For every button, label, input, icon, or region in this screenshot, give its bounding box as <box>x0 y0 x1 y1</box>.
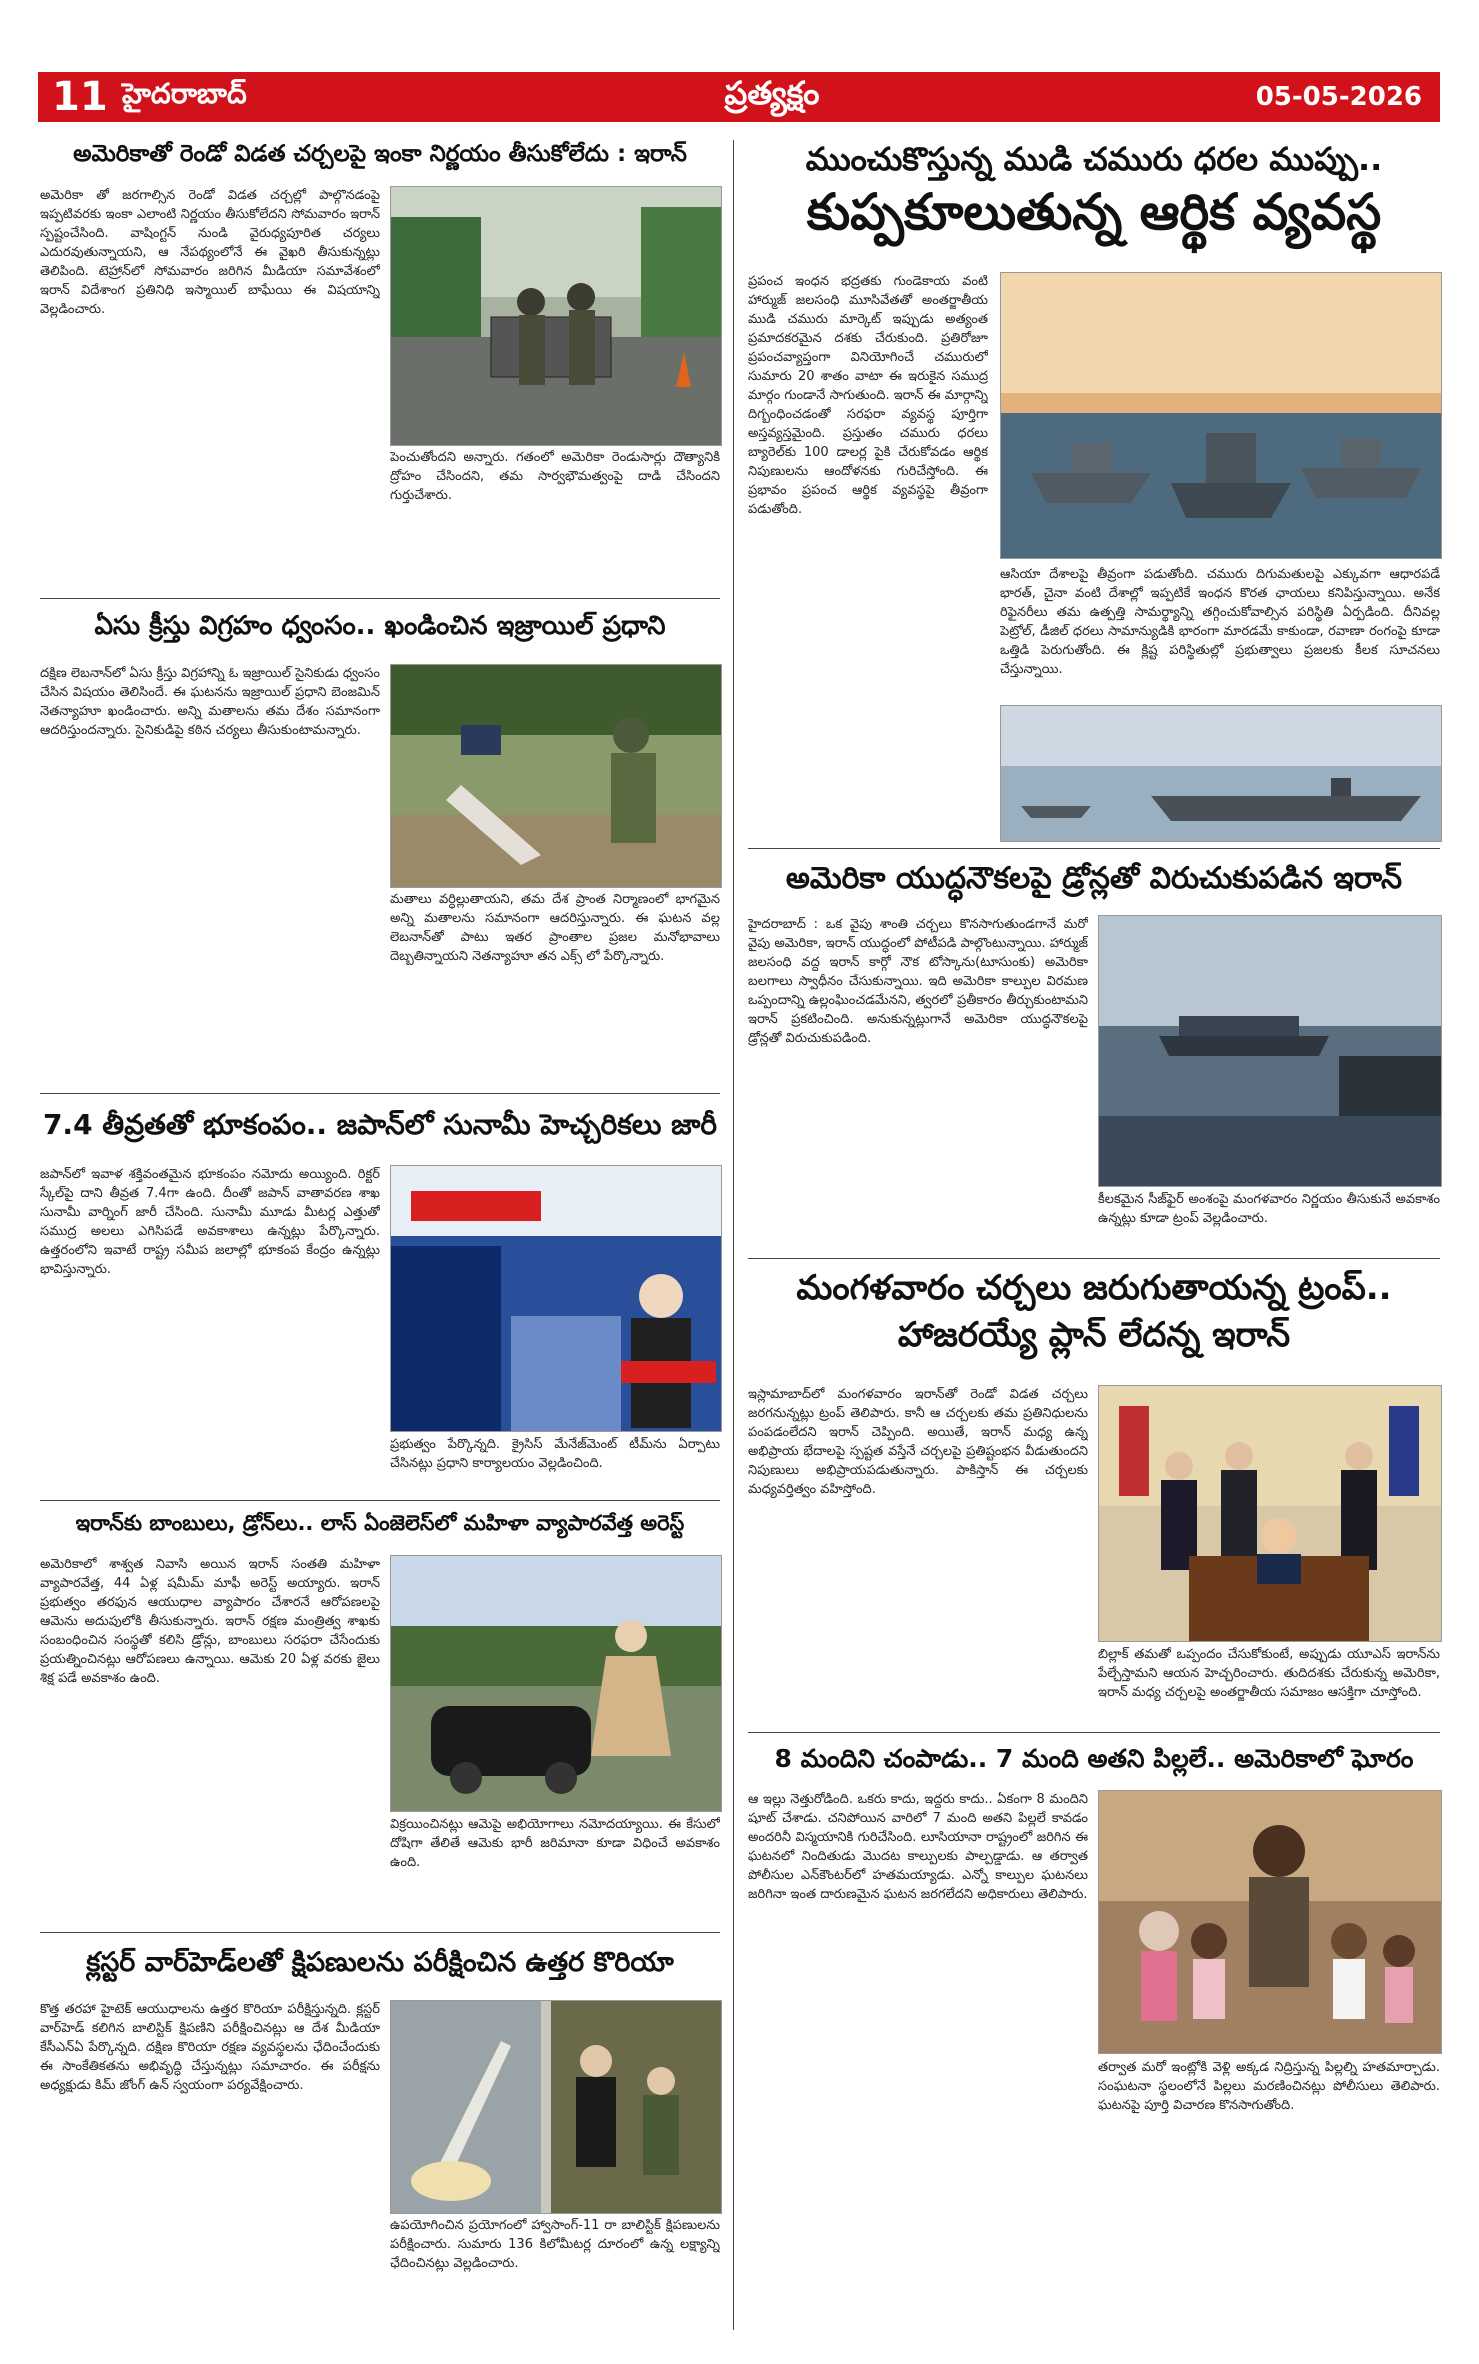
column-divider <box>733 140 734 2330</box>
section-divider <box>40 1500 720 1501</box>
photo-caption: బిల్లాక్ తమతో ఒప్పందం చేసుకోకుంటే, అప్పుడు యూఎస్ ఇరాన్‌ను పేల్చేస్తామని ఆయన హెచ్చరించారు. తుదిదశకు చేరుకున్న అమెరికా, ఇరాన్ మధ్య చర్చలపై అంతర్జాతీయ సమాజం ఆసక్తిగా చూస్తోంది. <box>1098 1647 1440 1700</box>
headline: అమెరికా యుద్ధనౌకలపై డ్రోన్లతో విరుచుకుపడిన ఇరాన్ <box>785 861 1403 896</box>
photo-oval-office <box>1098 1385 1442 1642</box>
article-shooting <box>748 1745 1440 1773</box>
headline-top: ముంచుకొస్తున్న ముడి చమురు ధరల ముప్పు.. <box>805 140 1383 178</box>
photo-caption: మతాలు వర్ధిల్లుతాయని, తమ దేశ ప్రాంత నిర్మాణంలో భాగమైన అన్ని మతాలను సమానంగా ఆదరిస్తున్నారు. ఈ ఘటన వల్ల లెబనాన్‌తో పాటు ఇతర ప్రాంతాల ప్రజల మనోభావాలు దెబ్బతిన్నాయని నెతన్యాహూ తన ఎక్స్ లో పేర్కొన్నారు. <box>390 892 720 964</box>
headline-1: మంగళవారం చర్చలు జరుగుతాయన్న ట్రంప్.. <box>796 1268 1392 1308</box>
photo-family <box>1098 1790 1442 2054</box>
article-body: ఆ ఇల్లు నెత్తురోడింది. ఒకరు కాదు, ఇద్దరు కాదు.. ఏకంగా 8 మందిని షూట్ చేశాడు. చనిపోయిన వారిలో 7 మంది అతని పిల్లలే కావడం అందరినీ విస్మయానికి గురిచేసింది. లూసియానా రాష్ట్రంలో జరిగిన ఈ ఘటనలో నిందితుడు మొదట కాల్పులకు పాల్పడ్డాడు. ఆ తర్వాత పోలీసుల ఎన్‌కౌంటర్‌లో హతమయ్యాడు. ఎన్నో కాల్పుల ఘటనలు జరిగినా ఇంత దారుణమైన ఘటన జరగలేదని అధికారులు తెలిపారు. <box>748 1792 1088 1902</box>
missile-launch-image <box>391 2001 721 2213</box>
family-image <box>1099 1791 1441 2053</box>
section-divider <box>748 1258 1440 1259</box>
photo-tsunami-broadcast <box>390 1165 722 1432</box>
brand-title: ప్రత్యక్షం <box>724 74 820 112</box>
city-name: హైదరాబాద్ <box>122 77 247 110</box>
headline: అమెరికాతో రెండో విడత చర్చలపై ఇంకా నిర్ణయం తీసుకోలేదు : ఇరాన్ <box>73 141 687 167</box>
headline: క్లస్టర్ వార్‌హెడ్‌లతో క్షిపణులను పరీక్షించిన ఉత్తర కొరియా <box>86 1947 674 1978</box>
photo-caption: ప్రభుత్వం పేర్కొన్నది. క్రైసిస్ మేనేజ్‌మెంట్ టీమ్‌ను ఏర్పాటు చేసినట్లు ప్రధాని కార్యాలయం వెల్లడించింది. <box>390 1437 720 1471</box>
article-oil-crisis <box>748 142 1440 240</box>
photo-warships <box>1000 272 1442 559</box>
article-body: దక్షిణ లెబనాన్‌లో ఏసు క్రీస్తు విగ్రహాన్ని ఓ ఇజ్రాయిల్ సైనికుడు ధ్వంసం చేసిన విషయం తెలిసిందే. ఈ ఘటనను ఇజ్రాయిల్ ప్రధాని బెంజమిన్ నెతన్యాహూ ఖండించారు. అన్ని మతాలను తమ దేశం సమానంగా ఆదరిస్తుందన్నారు. సైనికుడిపై కఠిన చర్యలు తీసుకుంటామన్నారు. <box>40 666 380 738</box>
article-iran-talks <box>40 142 720 167</box>
article-la-arrest <box>40 1512 720 1535</box>
photo-caption: తర్వాత మరో ఇంట్లోకి వెళ్లి అక్కడ నిద్రిస్తున్న పిల్లల్ని హతమార్చాడు. సంఘటనా స్థలంలోనే పిల్లలు మరణించినట్లు పోలీసులు తెలిపారు. ఘటనపై పూర్తి విచారణ కొనసాగుతోంది. <box>1098 2060 1440 2113</box>
headline: 8 మందిని చంపాడు.. 7 మంది అతని పిల్లలే.. అమెరికాలో ఘోరం <box>774 1744 1414 1773</box>
photo-carrier <box>1000 705 1442 842</box>
statue-image <box>391 665 721 887</box>
photo-woman-car <box>390 1555 722 1812</box>
cargo-ship-image <box>1099 916 1441 1186</box>
headline-main: కుప్పకూలుతున్న ఆర్థిక వ్యవస్థ <box>806 183 1382 242</box>
photo-caption: పెంచుతోందని అన్నారు. గతంలో అమెరికా రెండుసార్లు దౌత్యానికి ద్రోహం చేసిందని, తమ సార్వభౌమత్వంపై దాడి చేసిందని గుర్తుచేశారు. <box>390 450 720 503</box>
headline: ఏసు క్రీస్తు విగ్రహం ధ్వంసం.. ఖండించిన ఇజ్రాయిల్ ప్రధాని <box>94 611 666 641</box>
article-japan-quake <box>40 1110 720 1141</box>
article-body: అమెరికా తో జరగాల్సిన రెండో విడత చర్చల్లో పాల్గొనడంపై ఇప్పటివరకు ఇంకా ఎలాంటి నిర్ణయం తీసుకోలేదని సోమవారం ఇరాన్ స్పష్టంచేసింది. వాషింగ్టన్ నుండి వైరుధ్యపూరిత చర్యలు ఎదురవుతున్నాయని, ఆ నేపథ్యంలోనే ఈ వైఖరి తీసుకున్నట్లు తెలిపింది. టెహ్రాన్‌లో సోమవారం జరిగిన మీడియా సమావేశంలో ఇరాన్ విదేశాంగ ప్రతినిధి ఇస్మాయిల్ బాఘేయి ఈ విషయాన్ని వెల్లడించారు. <box>40 188 380 317</box>
article-body: ప్రపంచ ఇంధన భద్రతకు గుండెకాయ వంటి హార్ముజ్ జలసంధి మూసివేతతో అంతర్జాతీయ ముడి చమురు మార్కెట్ ఇప్పుడు అత్యంత ప్రమాదకరమైన దశకు చేరుకుంది. ప్రతిరోజూ ప్రపంచవ్యాప్తంగా వినియోగించే చమురులో సుమారు 20 శాతం వాటా ఈ ఇరుకైన సముద్ర మార్గం గుండానే సాగుతుంది. ఇరాన్ ఈ మార్గాన్ని దిగ్బంధించడంతో సరఫరా వ్యవస్థ పూర్తిగా అస్తవ్యస్తమైంది. ప్రస్తుతం చమురు ధరలు బ్యారెల్‌కు 100 డాలర్ల పైకి చేరుకోవడం ఆర్థిక నిపుణులను ఆందోళనకు గురిచేస్తోంది. ఈ ప్రభావం ప్రపంచ ఆర్థిక వ్యవస్థపై తీవ్రంగా పడుతోంది. <box>748 274 988 517</box>
checkpoint-image <box>391 187 721 445</box>
photo-statue <box>390 664 722 888</box>
photo-caption: విక్రయించినట్లు ఆమెపై అభియోగాలు నమోదయ్యాయి. ఈ కేసులో దోషిగా తేలితే ఆమెకు భారీ జరిమానా కూడా విధించే అవకాశం ఉంది. <box>390 1817 720 1870</box>
section-divider <box>748 848 1440 849</box>
section-divider <box>40 1932 720 1933</box>
article-body: జపాన్‌లో ఇవాళ శక్తివంతమైన భూకంపం నమోదు అయ్యింది. రిక్టర్ స్కేల్‌పై దాని తీవ్రత 7.4గా ఉంది. దీంతో జపాన్ వాతావరణ శాఖ సునామీ వార్నింగ్ జారీ చేసింది. సునామీ మూడు మీటర్ల ఎత్తుతో సముద్ర అలలు ఎగిసిపడే అవకాశాలు ఉన్నట్లు పేర్కొన్నారు. ఉత్తరంలోని ఇవాటే రాష్ట్ర సమీప జలాల్లో భూకంప కేంద్రం ఉన్నట్లు భావిస్తున్నారు. <box>40 1167 380 1277</box>
edition-date: 05-05-2026 <box>1255 82 1422 112</box>
section-divider <box>748 1732 1440 1733</box>
article-jesus-statue <box>40 612 720 641</box>
photo-caption: ఉపయోగించిన ప్రయోగంలో హ్వాసాంగ్-11 రా బాలిస్టిక్ క్షిపణులను పరీక్షించారు. సుమారు 136 కిలోమీటర్ల దూరంలో ఉన్న లక్ష్యాన్ని ఛేదించినట్లు వెల్లడించారు. <box>390 2218 720 2271</box>
section-divider <box>40 598 720 599</box>
article-drones-ships <box>748 862 1440 895</box>
masthead <box>38 72 1440 122</box>
photo-cargo-ship <box>1098 915 1442 1187</box>
headline-2: హాజరయ్యే ప్లాన్ లేదన్న ఇరాన్ <box>897 1315 1291 1356</box>
warships-image <box>1001 273 1441 558</box>
article-body-continued: ఆసియా దేశాలపై తీవ్రంగా పడుతోంది. చమురు దిగుమతులపై ఎక్కువగా ఆధారపడే భారత్, చైనా వంటి దేశాల్లో ఇప్పటికే ఇంధన కొరత ఛాయలు కనిపిస్తున్నాయి. అనేక రిఫైనరీలు తమ ఉత్పత్తి సామర్థ్యాన్ని తగ్గించుకోవాల్సిన పరిస్థితి ఏర్పడింది. దీనివల్ల పెట్రోల్, డీజిల్ ధరలు సామాన్యుడికి భారంగా మారడమే కాకుండా, రవాణా రంగంపై కూడా ఒత్తిడి పెరుగుతోంది. ఈ క్లిష్ట పరిస్థితుల్లో ప్రభుత్వాలు ప్రజలకు కీలక సూచనలు చేస్తున్నాయి. <box>1000 567 1440 677</box>
carrier-image <box>1001 706 1441 841</box>
photo-caption: కీలకమైన సీజ్‌ఫైర్ అంశంపై మంగళవారం నిర్ణయం తీసుకునే అవకాశం ఉన్నట్లు కూడా ట్రంప్ వెల్లడించారు. <box>1098 1192 1440 1226</box>
article-nk-missile <box>40 1948 720 1978</box>
photo-security-checkpoint <box>390 186 722 446</box>
photo-missile-launch <box>390 2000 722 2214</box>
section-divider <box>40 1093 720 1094</box>
oval-office-image <box>1099 1386 1441 1641</box>
article-trump-talks <box>748 1270 1440 1355</box>
tsunami-broadcast-image <box>391 1166 721 1431</box>
article-body: అమెరికాలో శాశ్వత నివాసి అయిన ఇరాన్ సంతతి మహిళా వ్యాపారవేత్త, 44 ఏళ్ల షమీమ్ మాఫీ అరెస్ట్ అయ్యారు. ఇరాన్ ప్రభుత్వం తరఫున ఆయుధాల వ్యాపారం చేశారనే ఆరోపణలపై ఆమెను అదుపులోకి తీసుకున్నారు. ఇరాన్ రక్షణ మంత్రిత్వ శాఖకు సంబంధించిన సంస్థతో కలిసి డ్రోన్లు, బాంబులు సరఫరా చేసేందుకు ప్రయత్నించినట్లు ఆరోపణలు ఉన్నాయి. ఆమెకు 20 ఏళ్ల వరకు జైలు శిక్ష పడే అవకాశం ఉంది. <box>40 1557 380 1686</box>
woman-car-image <box>391 1556 721 1811</box>
article-body: ఇస్లామాబాద్‌లో మంగళవారం ఇరాన్‌తో రెండో విడత చర్చలు జరగనున్నట్లు ట్రంప్ తెలిపారు. కానీ ఆ చర్చలకు తమ ప్రతినిధులను పంపడంలేదని ఇరాన్ చెప్పింది. అయితే, ఇరాన్ మధ్య ఉన్న అభిప్రాయ భేదాలపై స్పష్టత వస్తేనే చర్చలపై ప్రతిష్టంభన వీడుతుందని నిపుణులు అభిప్రాయపడుతున్నారు. పాకిస్తాన్ ఈ చర్చలకు మధ్యవర్తిత్వం వహిస్తోంది. <box>748 1387 1088 1497</box>
article-body: కొత్త తరహా హైటెక్ ఆయుధాలను ఉత్తర కొరియా పరీక్షిస్తున్నది. క్లస్టర్ వార్‌హెడ్ కలిగిన బాలిస్టిక్ క్షిపణిని పరీక్షించినట్లు ఆ దేశ మీడియా కేసీఎన్ఏ పేర్కొన్నది. దక్షిణ కొరియా రక్షణ వ్యవస్థలను ఛేదించేందుకు ఈ సాంకేతికతను అభివృద్ధి చేస్తున్నట్లు సమాచారం. ఈ పరీక్షను అధ్యక్షుడు కిమ్ జోంగ్ ఉన్ స్వయంగా పర్యవేక్షించారు. <box>40 2002 380 2093</box>
article-body: హైదరాబాద్ : ఒక వైపు శాంతి చర్చలు కొనసాగుతుండగానే మరో వైపు అమెరికా, ఇరాన్ యుద్ధంలో పోటీపడి పాల్గొంటున్నాయి. హార్ముజ్ జలసంధి వద్ద ఇరాన్ కార్గో నౌక టోస్కాను(టూసుంకు) అమెరికా బలగాలు స్వాధీనం చేసుకున్నాయి. ఇది అమెరికా కాల్పుల విరమణ ఒప్పందాన్ని ఉల్లంఘించడమేనని, త్వరలో ప్రతీకారం తీర్చుకుంటామని ఇరాన్ ప్రకటించింది. అనుకున్నట్లుగానే అమెరికా యుద్ధనౌకలపై డ్రోన్లతో విరుచుకుపడింది. <box>748 917 1088 1046</box>
headline: ఇరాన్‌కు బాంబులు, డ్రోన్‌లు.. లాస్ ఏంజెలెస్‌లో మహిళా వ్యాపారవేత్త అరెస్ట్ <box>75 1511 685 1535</box>
headline: 7.4 తీవ్రతతో భూకంపం.. జపాన్‌లో సునామీ హెచ్చరికలు జారీ <box>42 1108 718 1141</box>
page-number: 11 <box>52 74 108 120</box>
